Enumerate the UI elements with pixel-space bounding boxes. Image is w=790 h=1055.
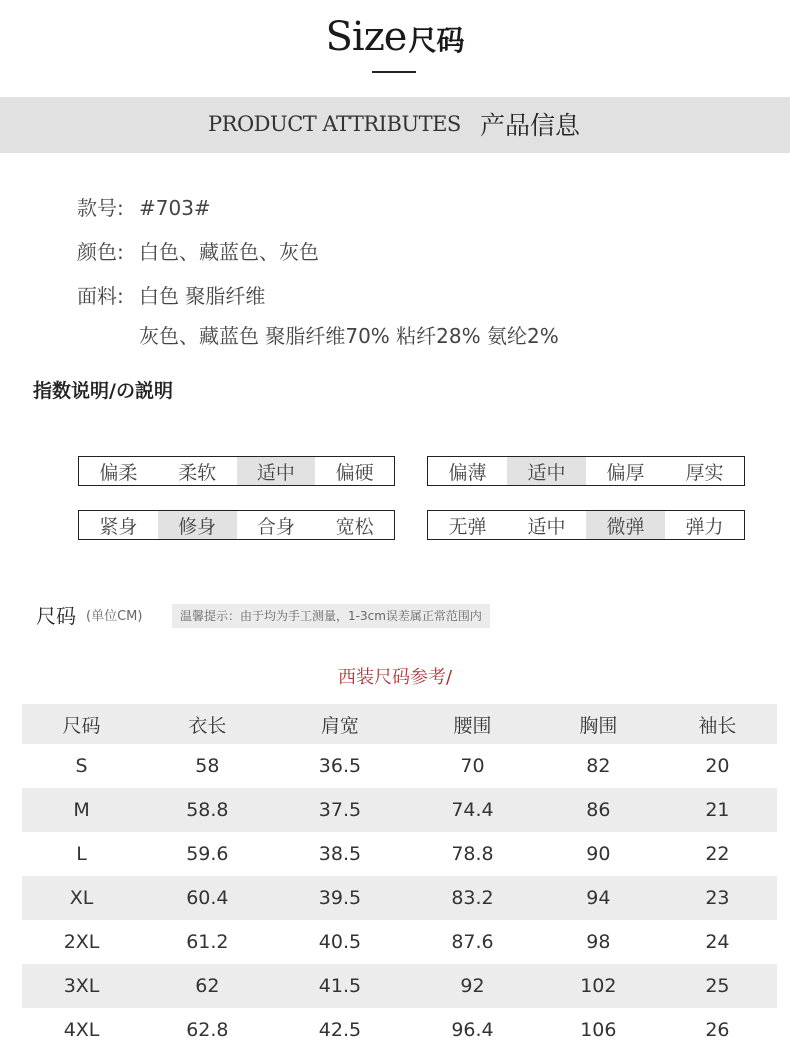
size-label-cell: L	[76, 843, 87, 865]
scale-option: 偏柔	[99, 461, 138, 484]
table-header-cell: 腰围	[453, 714, 492, 737]
measurement-cell: 62.8	[186, 1019, 229, 1041]
table-header-cell: 肩宽	[320, 714, 359, 737]
table-header-cell: 衣长	[188, 714, 227, 737]
size-label-cell: S	[75, 755, 88, 777]
measurement-cell: 23	[705, 887, 730, 909]
measurement-cell: 22	[705, 843, 730, 865]
table-row	[22, 876, 777, 920]
attributes-title-cn: 产品信息	[480, 111, 581, 140]
measurement-cell: 90	[586, 843, 611, 865]
unit-label: (单位CM)	[86, 609, 143, 624]
measurement-cell: 86	[586, 799, 611, 821]
size-label-cell: M	[73, 799, 90, 821]
measurement-cell: 61.2	[186, 931, 229, 953]
info-label: 颜色:	[77, 240, 124, 264]
measurement-cell: 20	[705, 755, 730, 777]
size-label-cell: 2XL	[63, 931, 100, 953]
table-header-cell: 尺码	[62, 714, 101, 737]
scale-option: 无弹	[448, 515, 487, 538]
measurement-cell: 106	[580, 1019, 617, 1041]
scale-option: 宽松	[335, 515, 374, 538]
attributes-title-en: PRODUCT ATTRIBUTES	[208, 112, 461, 136]
size-heading-cn: 尺码	[408, 24, 465, 57]
measurement-tip: 温馨提示：由于均为手工测量，1-3cm误差属正常范围内	[172, 604, 490, 628]
info-value: #703#	[139, 196, 211, 220]
measurement-cell: 98	[586, 931, 611, 953]
size-table	[22, 704, 777, 1052]
scale-option: 合身	[256, 515, 295, 538]
measurement-cell: 70	[460, 755, 485, 777]
softness-scale	[78, 456, 395, 486]
info-row-style	[77, 192, 211, 221]
measurement-cell: 74.4	[451, 799, 494, 821]
table-row	[22, 832, 777, 876]
measurement-cell: 59.6	[186, 843, 229, 865]
measurement-cell: 39.5	[318, 887, 362, 909]
measurement-cell: 94	[586, 887, 611, 909]
scale-option: 偏薄	[448, 461, 487, 484]
measurement-cell: 62	[195, 975, 220, 997]
measurement-cell: 83.2	[451, 887, 494, 909]
measurement-cell: 41.5	[318, 975, 362, 997]
info-row-color	[77, 236, 319, 265]
table-header-cell: 胸围	[579, 714, 618, 737]
measurement-cell: 40.5	[318, 931, 362, 953]
table-caption: 西装尺码参考/	[337, 667, 453, 688]
fit-scale	[78, 510, 395, 540]
measurement-cell: 36.5	[318, 755, 362, 777]
measurement-cell: 60.4	[186, 887, 229, 909]
thickness-scale	[427, 456, 745, 486]
table-row	[22, 744, 777, 788]
size-label-cell: 4XL	[63, 1019, 100, 1041]
measurement-cell: 42.5	[318, 1019, 362, 1041]
scale-option: 紧身	[99, 515, 138, 538]
size-label-cell: XL	[69, 887, 94, 909]
info-value: 白色、藏蓝色、灰色	[139, 240, 319, 264]
info-label: 款号:	[77, 196, 124, 220]
scale-option: 偏硬	[335, 461, 374, 484]
info-row-fabric-detail: 灰色、藏蓝色 聚脂纤维70% 粘纤28% 氨纶2%	[139, 324, 559, 348]
measurement-cell: 24	[705, 931, 730, 953]
info-value: 白色 聚脂纤维	[139, 284, 266, 308]
scale-option: 弹力	[685, 515, 724, 538]
scale-option-selected: 修身	[158, 511, 237, 539]
table-row	[22, 964, 777, 1008]
scale-option: 厚实	[685, 461, 724, 484]
measurement-cell: 102	[580, 975, 617, 997]
size-heading-en: Size	[325, 14, 407, 60]
scale-option: 偏厚	[606, 461, 645, 484]
measurement-cell: 58	[195, 755, 220, 777]
info-row-fabric	[77, 280, 265, 309]
index-title: 指数说明/の説明	[33, 380, 173, 402]
table-header-cell: 袖长	[698, 714, 737, 737]
table-row	[22, 1008, 777, 1052]
scale-option-selected: 适中	[507, 457, 586, 485]
scale-option-selected: 微弹	[586, 511, 665, 539]
measurement-cell: 82	[586, 755, 611, 777]
table-body	[22, 744, 777, 1052]
measurement-cell: 21	[705, 799, 730, 821]
table-row	[22, 920, 777, 964]
table-row	[22, 788, 777, 832]
size-heading	[0, 14, 790, 60]
elasticity-scale	[427, 510, 745, 540]
measurement-cell: 37.5	[318, 799, 362, 821]
size-section-title: 尺码	[36, 604, 76, 628]
heading-underline	[372, 71, 416, 73]
size-label-cell: 3XL	[63, 975, 100, 997]
scale-option: 柔软	[178, 461, 217, 484]
scale-option: 适中	[527, 515, 566, 538]
info-label: 面料:	[77, 284, 124, 308]
measurement-cell: 25	[705, 975, 730, 997]
measurement-cell: 87.6	[451, 931, 494, 953]
measurement-cell: 78.8	[451, 843, 494, 865]
measurement-cell: 92	[460, 975, 485, 997]
measurement-cell: 58.8	[186, 799, 229, 821]
measurement-cell: 26	[705, 1019, 730, 1041]
table-header-row	[22, 704, 777, 744]
scale-option-selected: 适中	[237, 457, 316, 485]
measurement-cell: 96.4	[451, 1019, 494, 1041]
measurement-cell: 38.5	[318, 843, 362, 865]
